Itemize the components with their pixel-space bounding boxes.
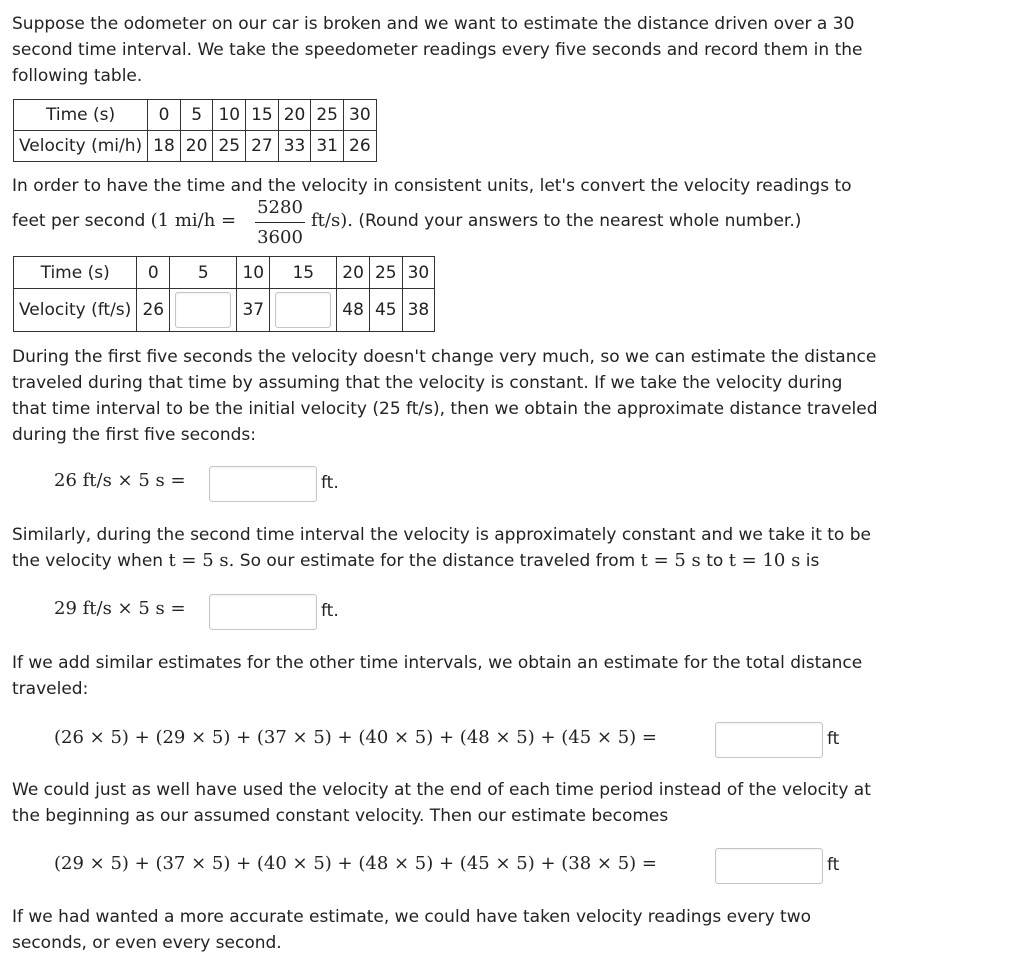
fts-velocity-cell: 48 [337,289,370,332]
fraction-numerator: 5280 [257,197,303,218]
velocity-when-text: the velocity when [12,551,164,571]
distance-first-interval-input[interactable] [209,466,317,502]
equation-4-unit: ft [827,855,840,875]
constant-velocity-paragraph: During the first five seconds the velocity doesn't change very much, so we can estimate the distance traveled during that time by assuming that the velocity is constant. If we take the velocity during that time interval to be the initial velocity (25 ft/s), then we obtain the approximate distance traveled during the first five seconds: [12,347,878,445]
left-estimate-total-input[interactable] [715,722,823,758]
fts-velocity-cell: 38 [402,289,435,332]
second-interval-line2 [12,548,819,574]
to-text: to [706,551,724,571]
fts-velocity-cell: 26 [137,289,170,332]
equation-2-expr: 29 ft/s × 5 s = [54,598,186,619]
mph-velocity-cell: 26 [344,131,377,162]
intro-paragraph: Suppose the odometer on our car is broken and we want to estimate the distance driven over a 30 second time interval. We take the speedometer readings every five seconds and record them in the following table. [12,14,863,86]
mph-velocity-cell: 31 [311,131,344,162]
mph-time-cell: 10 [213,100,246,131]
mph-velocity-cell: 18 [148,131,181,162]
fts-time-cell: 20 [337,257,370,289]
convert-line2-end [311,208,801,234]
is-text: is [805,551,820,571]
end-velocity-paragraph: We could just as well have used the velocity at the end of each time period instead of the velocity at the beginning as our assumed constant velocity. Then our estimate becomes [12,780,871,826]
mph-time-cell: 30 [344,100,377,131]
velocity-5s-input[interactable] [175,292,231,328]
mph-table [13,99,377,162]
equation-4-expr: (29 × 5) + (37 × 5) + (40 × 5) + (48 × 5) + (45 × 5) + (38 × 5) = [54,853,657,874]
equation-3 [54,725,657,751]
convert-unit: ft/s). [311,210,353,231]
time-value-3: t = 10 s [728,550,801,571]
mph-velocity-cell: 25 [213,131,246,162]
fts-velocity-cell-5 [170,289,237,332]
round-instruction: (Round your answers to the nearest whole number.) [358,211,802,231]
fts-time-cell: 5 [170,257,237,289]
fts-velocity-label: Velocity (ft/s) [14,289,137,332]
fts-table [13,256,435,332]
fts-time-label: Time (s) [14,257,137,289]
time-value-1: t = 5 s. [168,550,235,571]
mph-time-cell: 5 [180,100,213,131]
fts-time-cell: 15 [270,257,337,289]
equation-4 [54,851,657,877]
estimate-text: So our estimate for the distance traveled from [239,551,636,571]
mph-velocity-cell: 27 [246,131,279,162]
fraction-bar [255,222,305,223]
total-distance-paragraph: If we add similar estimates for the other time intervals, we obtain an estimate for the total distance traveled: [12,653,863,699]
second-interval-line1: Similarly, during the second time interval the velocity is approximately constant and we take it to be [12,525,871,545]
mph-velocity-cell: 20 [180,131,213,162]
fts-velocity-cell: 37 [237,289,270,332]
equation-3-expr: (26 × 5) + (29 × 5) + (37 × 5) + (40 × 5) + (48 × 5) + (45 × 5) = [54,727,657,748]
accuracy-paragraph: If we had wanted a more accurate estimate, we could have taken velocity readings every two seconds, or even every second. [12,907,812,953]
equation-1 [54,468,186,494]
equation-2 [54,596,186,622]
convert-line2 [12,208,236,234]
convert-equation: (1 mi/h = [150,210,237,231]
mph-time-cell: 15 [246,100,279,131]
mph-time-cell: 25 [311,100,344,131]
fts-time-cell: 10 [237,257,270,289]
fts-velocity-cell: 45 [369,289,402,332]
mph-velocity-cell: 33 [278,131,311,162]
convert-line1: In order to have the time and the velocity in consistent units, let's convert the velocity readings to [12,176,852,196]
fts-velocity-cell-15 [270,289,337,332]
velocity-15s-input[interactable] [275,292,331,328]
fts-time-cell: 30 [402,257,435,289]
convert-prefix: feet per second [12,211,146,231]
fts-time-cell: 25 [369,257,402,289]
distance-second-interval-input[interactable] [209,594,317,630]
equation-3-unit: ft [827,729,840,749]
mph-time-cell: 20 [278,100,311,131]
time-value-2: t = 5 s [640,550,701,571]
equation-2-unit: ft. [321,601,339,621]
fraction-denominator: 3600 [257,227,303,248]
equation-1-expr: 26 ft/s × 5 s = [54,470,186,491]
mph-velocity-label: Velocity (mi/h) [14,131,148,162]
mph-time-cell: 0 [148,100,181,131]
fts-time-cell: 0 [137,257,170,289]
right-estimate-total-input[interactable] [715,848,823,884]
equation-1-unit: ft. [321,473,339,493]
mph-time-label: Time (s) [14,100,148,131]
